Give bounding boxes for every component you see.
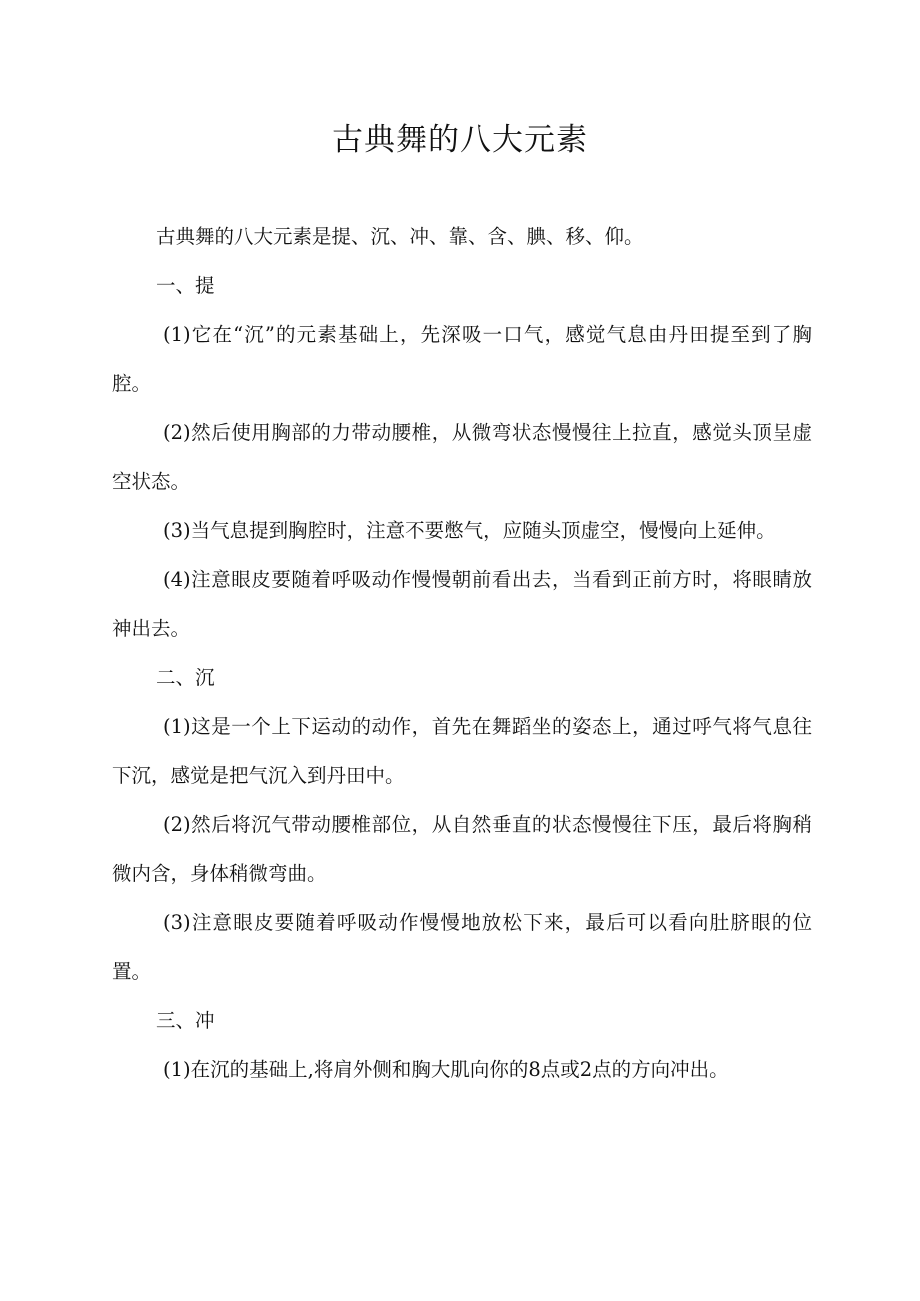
document-title: 古典舞的八大元素 <box>332 122 588 158</box>
list-item: (2)然后将沉气带动腰椎部位，从自然垂直的状态慢慢往下压，最后将胸稍微内含，身体稍微弯曲。 <box>112 813 812 885</box>
section-heading-ti: 一、提 <box>156 274 215 297</box>
section-heading-chen: 二、沉 <box>156 666 215 689</box>
list-item: (3)当气息提到胸腔时，注意不要憋气，应随头顶虚空，慢慢向上延伸。 <box>163 519 776 542</box>
list-item: (1)在沉的基础上,将肩外侧和胸大肌向你的8点或2点的方向冲出。 <box>163 1058 729 1081</box>
list-item: (2)然后使用胸部的力带动腰椎，从微弯状态慢慢往上拉直，感觉头顶呈虚空状态。 <box>112 421 812 493</box>
list-item: (3)注意眼皮要随着呼吸动作慢慢地放松下来，最后可以看向肚脐眼的位置。 <box>112 911 812 983</box>
document-body <box>112 212 812 1094</box>
section-heading-chong: 三、冲 <box>156 1009 215 1032</box>
list-item: (1)它在“沉”的元素基础上，先深吸一口气，感觉气息由丹田提至到了胸腔。 <box>112 323 812 395</box>
intro-paragraph: 古典舞的八大元素是提、沉、冲、靠、含、腆、移、仰。 <box>156 225 644 248</box>
list-item: (1)这是一个上下运动的动作，首先在舞蹈坐的姿态上，通过呼气将气息往下沉，感觉是把气沉入到丹田中。 <box>112 715 812 787</box>
list-item: (4)注意眼皮要随着呼吸动作慢慢朝前看出去，当看到正前方时，将眼睛放神出去。 <box>112 568 812 640</box>
